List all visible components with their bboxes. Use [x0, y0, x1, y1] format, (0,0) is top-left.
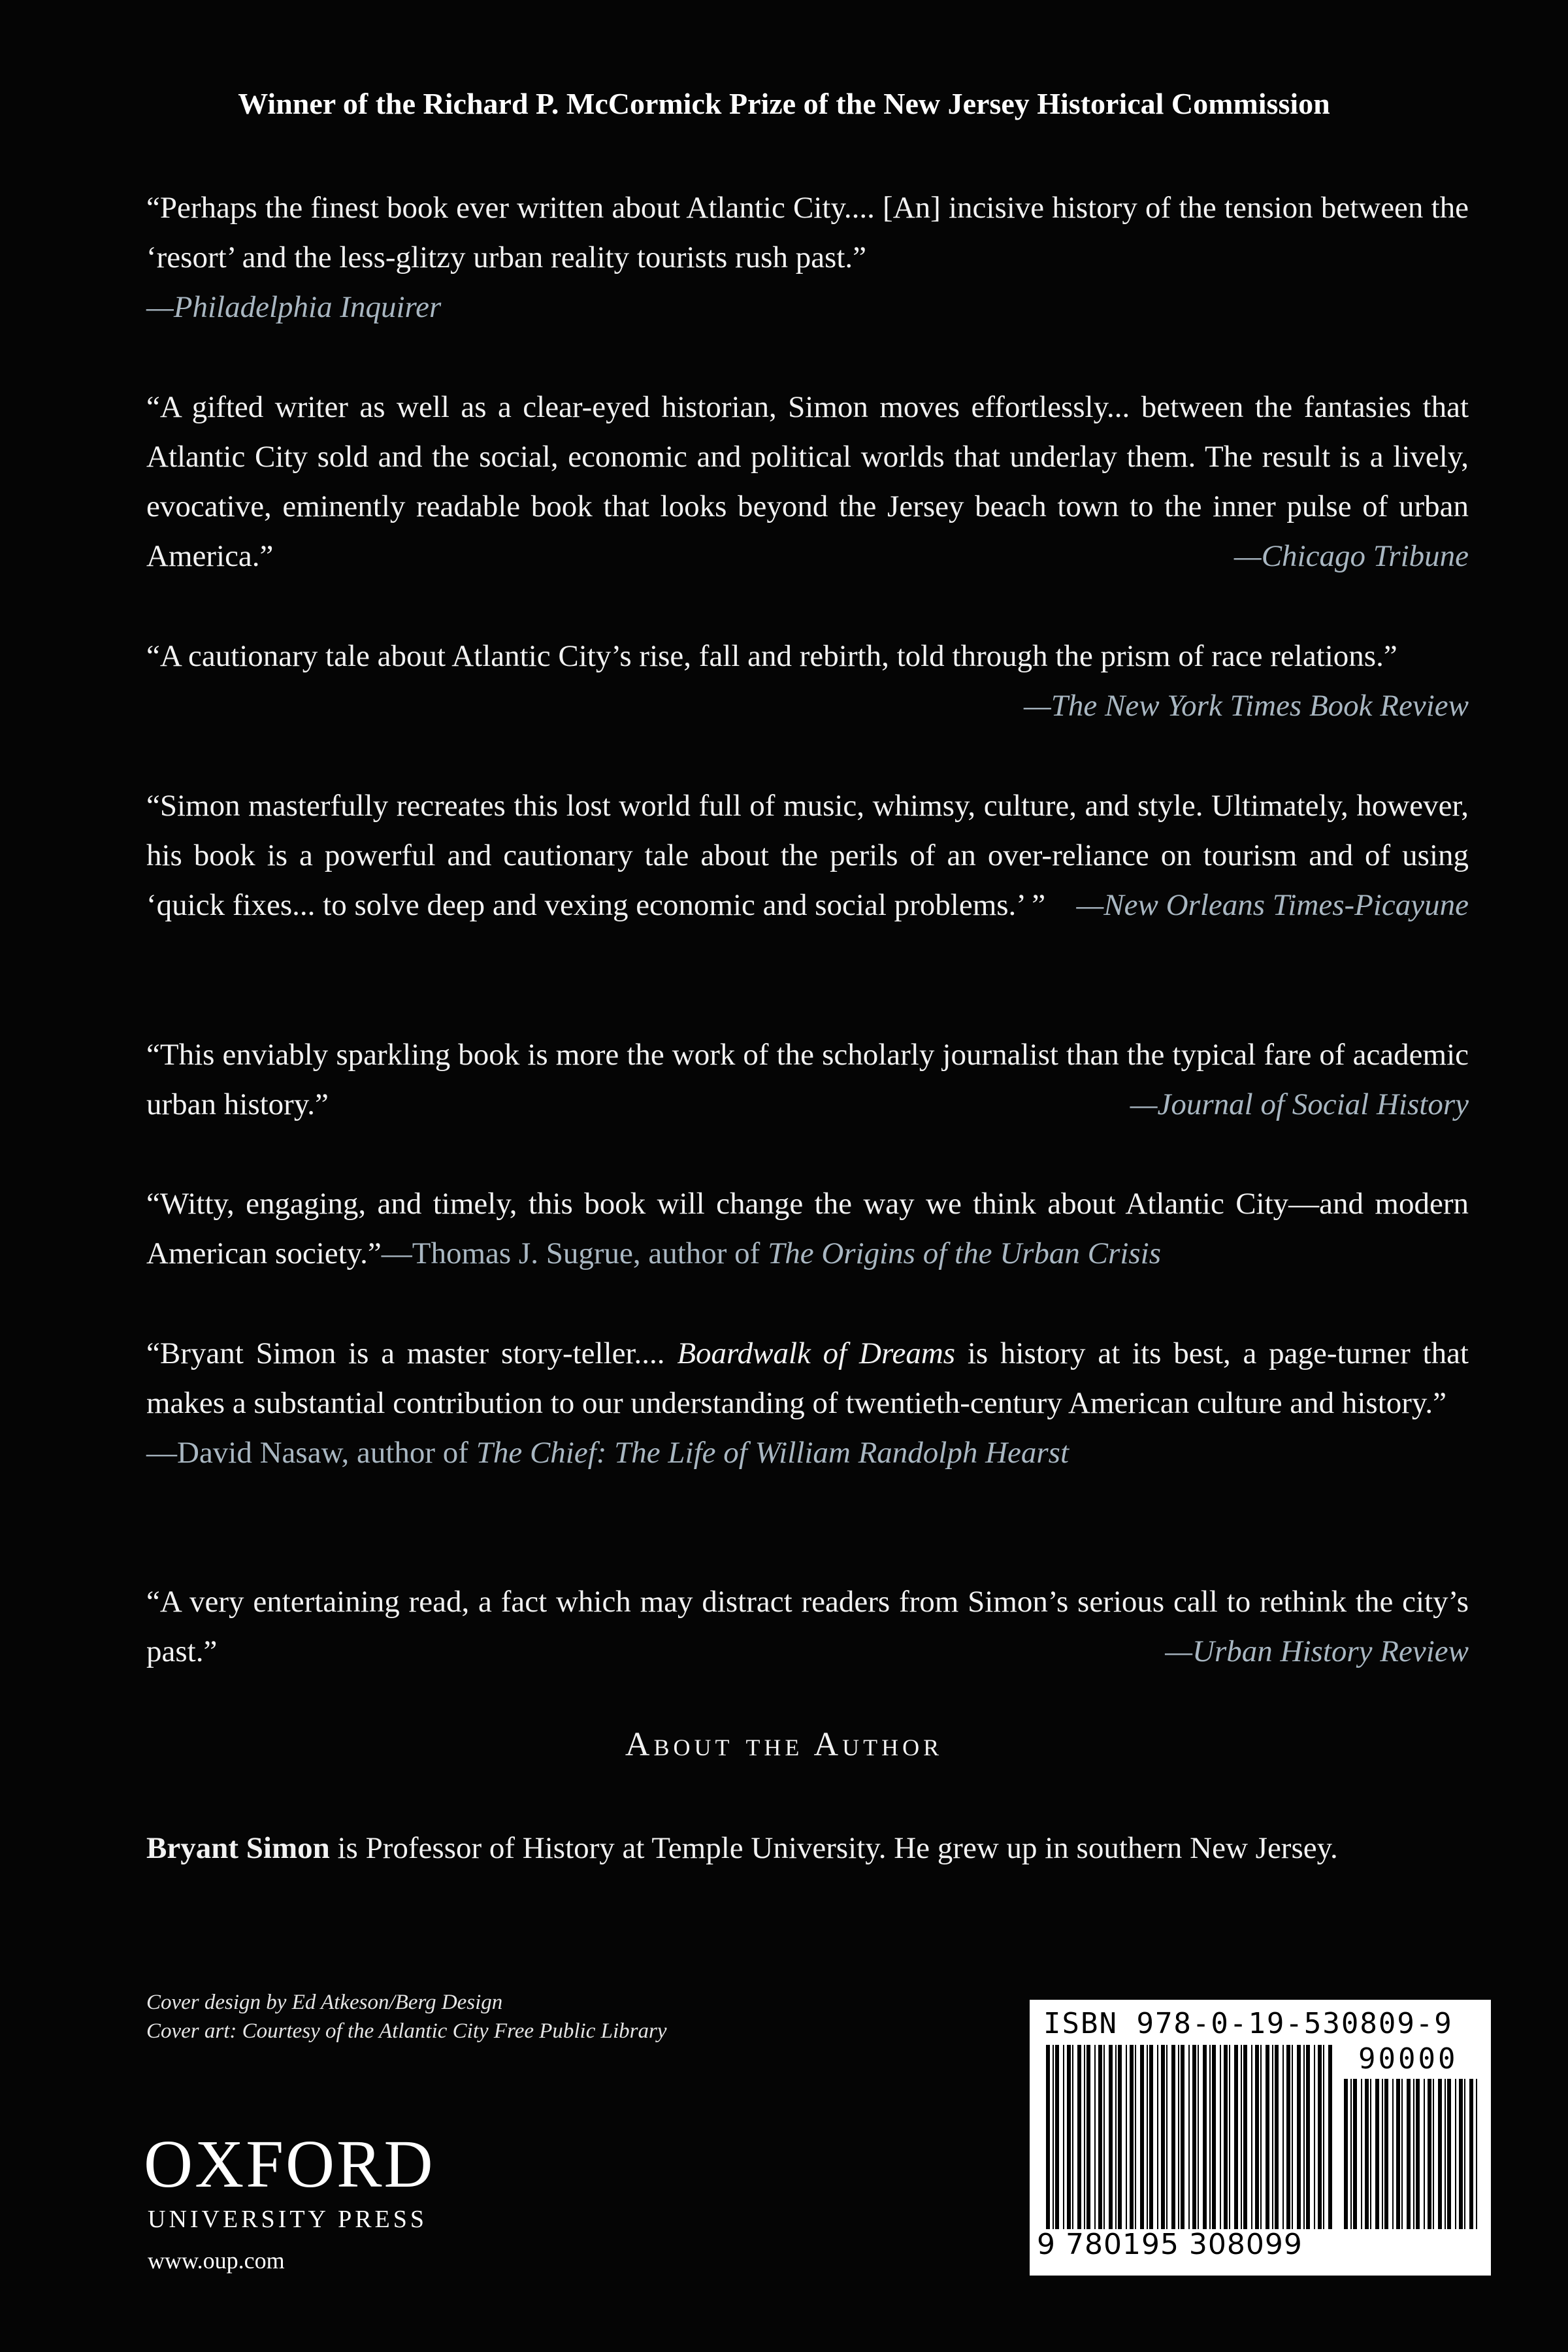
barcode-bar: [1455, 2079, 1456, 2229]
barcode-bar: [1109, 2045, 1113, 2229]
quote-source: —New Orleans Times-Picayune: [1076, 888, 1469, 922]
barcode-bar: [1361, 2079, 1362, 2229]
barcode-bar: [1118, 2045, 1122, 2229]
book-title: Boardwalk of Dreams: [677, 1336, 956, 1370]
barcode-bar: [1126, 2045, 1127, 2229]
barcode-bar: [1188, 2045, 1190, 2229]
barcode-bar: [1094, 2045, 1096, 2229]
cover-art-credit: Cover art: Courtesy of the Atlantic City Free Public Library: [146, 2019, 667, 2043]
barcode-bar: [1198, 2045, 1199, 2229]
publisher-logo: OXFORD: [144, 2127, 435, 2202]
publisher-url: www.oup.com: [148, 2247, 285, 2274]
review-quote: [146, 1329, 1469, 1478]
barcode-bar: [1224, 2045, 1228, 2229]
quote-source: —The New York Times Book Review: [1023, 689, 1469, 723]
barcode-bar: [1260, 2045, 1262, 2229]
barcode-bar: [1275, 2045, 1279, 2229]
barcode-addon-bars: [1344, 2079, 1481, 2229]
barcode-bar: [1344, 2079, 1348, 2229]
barcode-bar: [1318, 2045, 1322, 2229]
quote-source: —Urban History Review: [1165, 1634, 1469, 1668]
barcode-bar: [1157, 2045, 1158, 2229]
barcode-bar: [1297, 2045, 1301, 2229]
barcode-bar: [1272, 2045, 1273, 2229]
barcode-bar: [1382, 2079, 1383, 2229]
barcode-bar: [1209, 2045, 1211, 2229]
barcode-bar: [1464, 2079, 1465, 2229]
review-quote: [146, 1179, 1469, 1278]
quote-source: —David Nasaw, author of The Chief: The Life of William Randolph Hearst: [146, 1436, 1070, 1470]
quote-source: —Philadelphia Inquirer: [146, 290, 442, 324]
barcode-bar: [1428, 2079, 1431, 2229]
barcode-bar: [1323, 2045, 1324, 2229]
barcode-ean-digits: 9 780195 308099: [1037, 2228, 1303, 2261]
quote-source: —Journal of Social History: [1130, 1087, 1469, 1121]
barcode-bar: [1328, 2045, 1332, 2229]
barcode-bar: [1212, 2045, 1216, 2229]
quote-text: “This enviably sparkling book is more the work of the scholarly journalist than the typical fare of academic urban history.”: [146, 1038, 1469, 1121]
barcode-bar: [1365, 2079, 1369, 2229]
barcode-bar: [1241, 2045, 1242, 2229]
barcode-bar: [1103, 2045, 1105, 2229]
about-author-heading: About the Author: [625, 1726, 943, 1763]
isbn-label: ISBN 978-0-19-530809-9: [1043, 2007, 1453, 2040]
barcode-bar: [1303, 2045, 1305, 2229]
barcode-bar: [1433, 2079, 1434, 2229]
barcode-bar: [1086, 2045, 1090, 2229]
barcode-bar: [1203, 2045, 1207, 2229]
barcode-bar: [1416, 2079, 1420, 2229]
quote-source: —Thomas J. Sugrue, author of The Origins of the Urban Crisis: [381, 1236, 1162, 1270]
barcode-bar: [1067, 2045, 1071, 2229]
barcode-bar: [1375, 2079, 1379, 2229]
review-quote: [146, 1577, 1469, 1676]
author-bio: [146, 1823, 1469, 1873]
barcode-addon-digits: 90000: [1358, 2042, 1458, 2076]
quote-text: “Perhaps the finest book ever written about Atlantic City.... [An] incisive history of the tension between the ‘resort’ and the less-glitzy urban reality tourists rush past.”: [146, 191, 1469, 274]
barcode-bar: [1115, 2045, 1117, 2229]
review-quote: [146, 382, 1469, 581]
barcode-bar: [1447, 2079, 1451, 2229]
isbn-barcode: [1030, 2000, 1491, 2276]
barcode-bar: [1053, 2045, 1054, 2229]
barcode-bar: [1282, 2045, 1284, 2229]
quote-text: “Simon masterfully recreates this lost world full of music, whimsy, culture, and style. Ultimately, however, his book is a powerful and cautionary tale about the perils of an over-reliance on tourism and of using ‘quick fixes... to solve deep and vexing economic and social problems.’ ”: [146, 789, 1469, 922]
barcode-bar: [1251, 2045, 1252, 2229]
review-quote: [146, 1030, 1469, 1129]
barcode-bar: [1098, 2045, 1102, 2229]
barcode-bar: [1314, 2045, 1315, 2229]
barcode-bar: [1424, 2079, 1425, 2229]
publisher-subname: UNIVERSITY PRESS: [148, 2206, 428, 2233]
barcode-bar: [1229, 2045, 1230, 2229]
barcode-bar: [1469, 2079, 1473, 2229]
barcode-bar: [1072, 2045, 1073, 2229]
barcode-bar: [1413, 2079, 1414, 2229]
barcode-bar: [1063, 2045, 1064, 2229]
barcode-bar: [1350, 2079, 1352, 2229]
barcode-bar: [1140, 2045, 1144, 2229]
barcode-bar: [1292, 2045, 1293, 2229]
quote-text: “Bryant Simon is a master story-teller.... Boardwalk of Dreams is history at its best, a page-turner that makes a substantial contribution to our understanding of twentieth-century American culture and history.”: [146, 1336, 1469, 1420]
review-quote: [146, 781, 1469, 930]
barcode-bar: [1401, 2079, 1403, 2229]
barcode-bar: [1306, 2045, 1310, 2229]
bio-text: is Professor of History at Temple University. He grew up in southern New Jersey.: [329, 1831, 1338, 1865]
quote-text: “Witty, engaging, and timely, this book will change the way we think about Atlantic City—and modern American society.”: [146, 1187, 1469, 1270]
quote-text: “A very entertaining read, a fact which may distract readers from Simon’s serious call to rethink the city’s past.”: [146, 1585, 1469, 1668]
barcode-bar: [1370, 2079, 1371, 2229]
barcode-bar: [1384, 2079, 1388, 2229]
barcode-bar: [1255, 2045, 1259, 2229]
barcode-bar: [1243, 2045, 1247, 2229]
barcode-bar: [1266, 2045, 1269, 2229]
barcode-bar: [1077, 2045, 1081, 2229]
barcode-bar: [1149, 2045, 1153, 2229]
barcode-bar: [1220, 2045, 1221, 2229]
barcode-bar: [1147, 2045, 1148, 2229]
barcode-main-bars: [1046, 2045, 1333, 2229]
quote-source: —Chicago Tribune: [1233, 539, 1469, 573]
barcode-bar: [1396, 2079, 1400, 2229]
barcode-bar: [1130, 2045, 1134, 2229]
barcode-bar: [1445, 2079, 1446, 2229]
barcode-bar: [1234, 2045, 1238, 2229]
barcode-bar: [1286, 2045, 1290, 2229]
cover-credits: [146, 1988, 666, 2046]
barcode-bar: [1476, 2079, 1477, 2229]
barcode-bar: [1353, 2079, 1357, 2229]
barcode-bar: [1192, 2045, 1196, 2229]
review-quote: [146, 631, 1469, 731]
barcode-bar: [1459, 2079, 1463, 2229]
barcode-bar: [1392, 2079, 1394, 2229]
award-headline: Winner of the Richard P. McCormick Prize of the New Jersey Historical Commission: [238, 87, 1330, 120]
barcode-bar: [1161, 2045, 1165, 2229]
barcode-bar: [1407, 2079, 1411, 2229]
barcode-bar: [1046, 2045, 1050, 2229]
barcode-bar: [1178, 2045, 1179, 2229]
barcode-bar: [1166, 2045, 1168, 2229]
barcode-bar: [1171, 2045, 1175, 2229]
cover-design-credit: Cover design by Ed Atkeson/Berg Design: [146, 1991, 503, 2014]
barcode-bar: [1084, 2045, 1085, 2229]
quote-text: “A cautionary tale about Atlantic City’s rise, fall and rebirth, told through the prism of race relations.”: [146, 639, 1397, 673]
barcode-bar: [1438, 2079, 1442, 2229]
barcode-bar: [1135, 2045, 1136, 2229]
barcode-bar: [1181, 2045, 1184, 2229]
quote-text: “A gifted writer as well as a clear-eyed historian, Simon moves effortlessly... between the fantasies that Atlantic City sold and the social, economic and political worlds that underlay them. The result is a lively, evocative, eminently readable book that looks beyond the Jersey beach town to the inner pulse of urban America.”: [146, 390, 1469, 573]
review-quote: [146, 183, 1469, 332]
barcode-bar: [1055, 2045, 1059, 2229]
author-name: Bryant Simon: [146, 1831, 330, 1865]
